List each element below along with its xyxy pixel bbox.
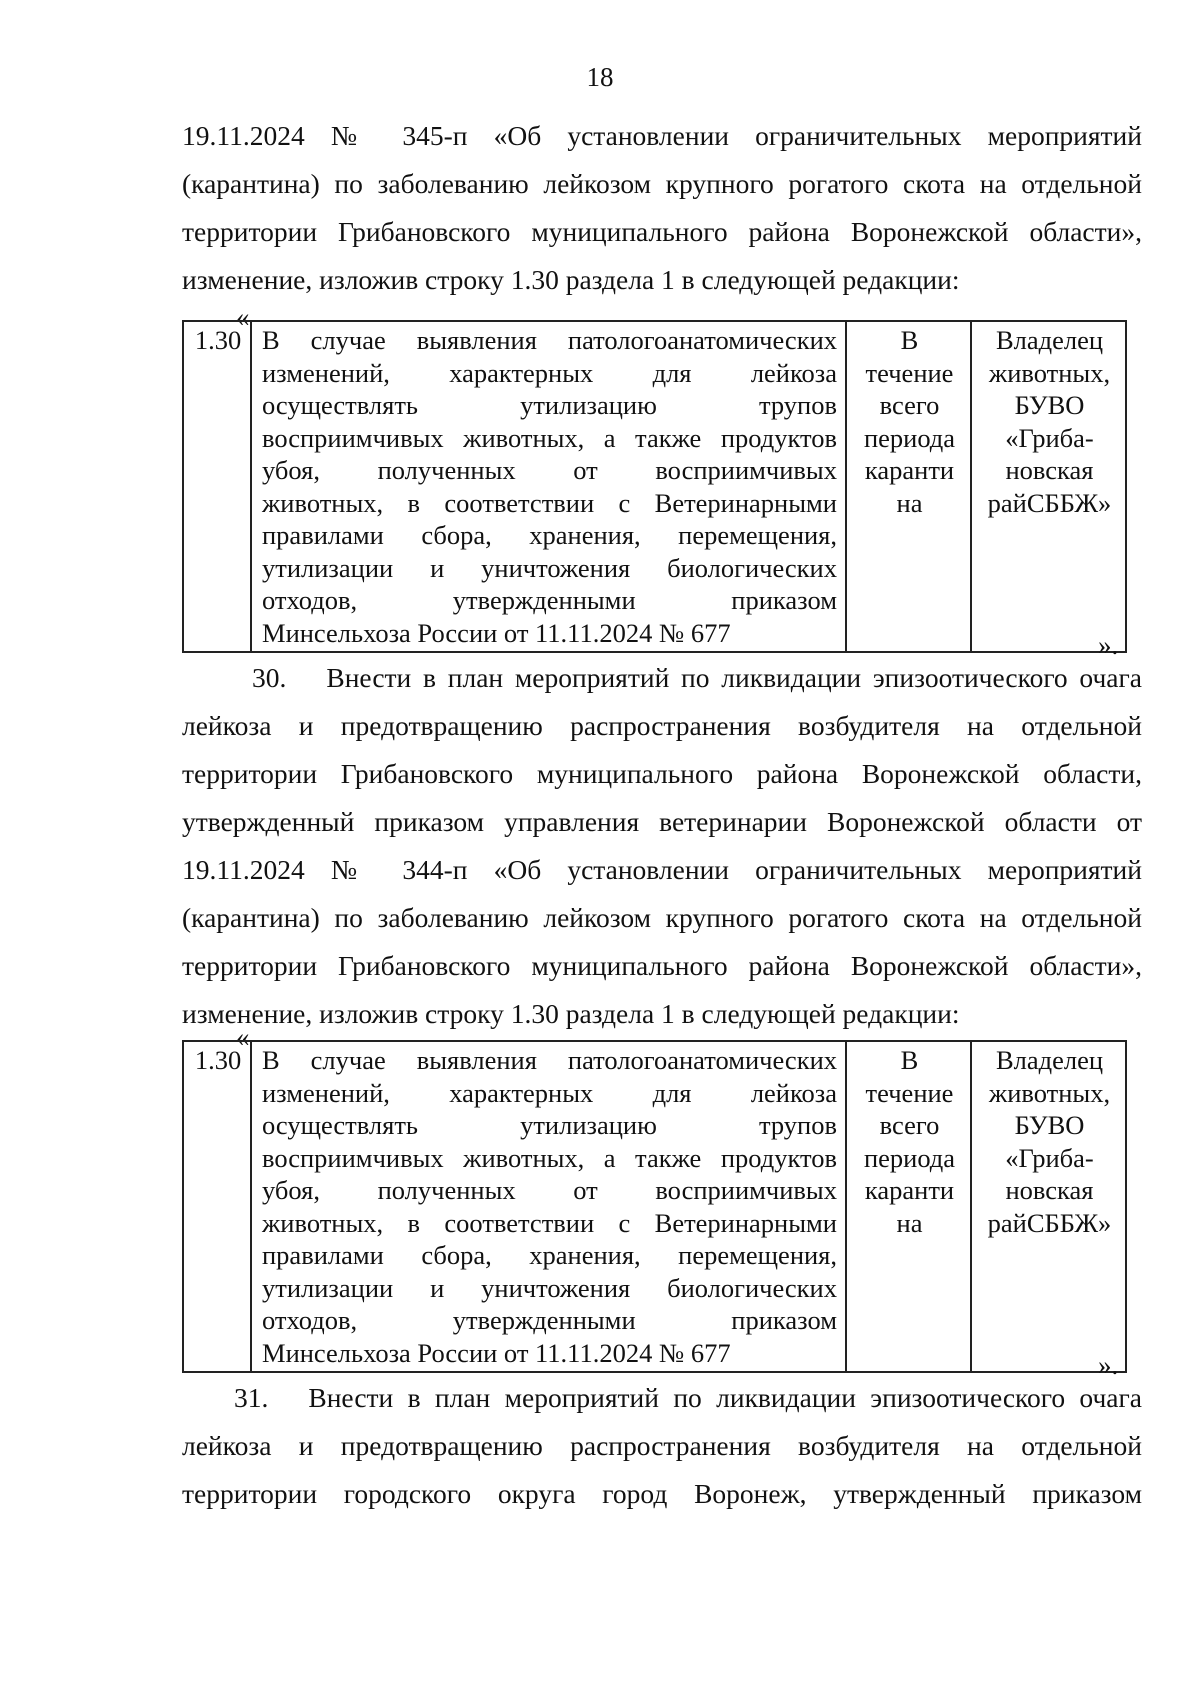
item-31-first-text: Внести в план мероприятий по ликвидации эпизоотического очага — [308, 1382, 1142, 1413]
amendment-table-1 — [182, 320, 1127, 653]
intro-paragraph — [182, 112, 1142, 304]
intro-line: изменение, изложив строку 1.30 раздела 1 в следующей редакции: — [182, 264, 960, 295]
term-line: каранти — [864, 1175, 955, 1205]
desc-line: восприимчивых животных, а также продуктов — [262, 422, 837, 453]
desc-line: восприимчивых животных, а также продуктов — [262, 1142, 837, 1173]
responsible-party — [971, 321, 1126, 652]
item-31-line: территории городского округа город Воронеж, утвержденный приказом — [182, 1478, 1142, 1509]
desc-line: убоя, полученных от восприимчивых — [262, 1175, 837, 1205]
item-30-line: утвержденный приказом управления ветеринарии Воронежской области от — [182, 806, 1142, 837]
quote-open-2: « — [236, 1022, 250, 1052]
item-30-paragraph — [182, 654, 1142, 1038]
desc-line: Минсельхоза России от 11.11.2024 № 677 — [262, 617, 731, 648]
term-line: всего — [879, 390, 940, 420]
term-line: на — [896, 487, 923, 518]
resp-line: райСББЖ» — [987, 487, 1112, 518]
term-line: каранти — [864, 455, 955, 485]
resp-line: «Гриба- — [1005, 422, 1094, 453]
intro-line: 19.11.2024 № 345-п «Об установлении ограничительных мероприятий — [182, 120, 1142, 151]
row-number: 1.30 — [183, 321, 251, 652]
desc-line: изменений, характерных для лейкоза — [262, 357, 837, 388]
resp-line: животных, — [988, 357, 1111, 388]
item-number: 30. — [252, 662, 287, 693]
responsible-party — [971, 1041, 1126, 1372]
desc-line: животных, в соответствии с Ветеринарными — [262, 487, 837, 518]
resp-line: животных, — [988, 1077, 1111, 1108]
table-row — [183, 1041, 1126, 1372]
desc-line: отходов, утвержденными приказом — [262, 1305, 837, 1335]
item-30-line: изменение, изложив строку 1.30 раздела 1 в следующей редакции: — [182, 998, 960, 1029]
item-30-line: территории Грибановского муниципального района Воронежской области, — [182, 758, 1142, 789]
quote-open-1: « — [236, 302, 250, 332]
item-number: 31. — [234, 1382, 269, 1413]
measure-term — [846, 1041, 971, 1372]
intro-line: (карантина) по заболеванию лейкозом крупного рогатого скота на отдельной — [182, 168, 1142, 199]
term-line: на — [896, 1207, 923, 1238]
resp-line: новская — [1005, 1175, 1094, 1205]
table-row — [183, 321, 1126, 652]
resp-line: БУВО — [1014, 390, 1085, 420]
term-line: течение — [865, 1077, 954, 1108]
desc-line: правилами сбора, хранения, перемещения, — [262, 1240, 837, 1270]
quote-close-2: ». — [1098, 1350, 1119, 1380]
resp-line: БУВО — [1014, 1110, 1085, 1140]
resp-line: новская — [1005, 455, 1094, 485]
item-30-first-text: Внести в план мероприятий по ликвидации эпизоотического очага — [326, 662, 1142, 693]
desc-line: отходов, утвержденными приказом — [262, 585, 837, 615]
item-30-first-line — [182, 654, 1142, 702]
desc-line: В случае выявления патологоанатомических — [262, 325, 837, 355]
desc-line: осуществлять утилизацию трупов — [262, 1110, 837, 1140]
page-number: 18 — [586, 62, 614, 92]
item-30-line: территории Грибановского муниципального района Воронежской области», — [182, 950, 1142, 981]
item-30-line: (карантина) по заболеванию лейкозом крупного рогатого скота на отдельной — [182, 902, 1142, 933]
desc-line: утилизации и уничтожения биологических — [262, 1272, 837, 1303]
resp-line: «Гриба- — [1005, 1142, 1094, 1173]
desc-line: Минсельхоза России от 11.11.2024 № 677 — [262, 1337, 731, 1368]
term-line: периода — [863, 422, 956, 453]
resp-line: Владелец — [995, 325, 1104, 355]
measure-term — [846, 321, 971, 652]
amendment-table-2 — [182, 1040, 1127, 1373]
desc-line: животных, в соответствии с Ветеринарными — [262, 1207, 837, 1238]
desc-line: изменений, характерных для лейкоза — [262, 1077, 837, 1108]
item-31-first-line — [182, 1374, 1142, 1422]
item-31-line: лейкоза и предотвращению распространения возбудителя на отдельной — [182, 1430, 1142, 1461]
intro-line: территории Грибановского муниципального района Воронежской области», — [182, 216, 1142, 247]
desc-line: убоя, полученных от восприимчивых — [262, 455, 837, 485]
quote-close-1: ». — [1098, 630, 1119, 660]
term-line: периода — [863, 1142, 956, 1173]
term-line: течение — [865, 357, 954, 388]
term-line: В — [900, 1045, 919, 1075]
item-30-line: лейкоза и предотвращению распространения возбудителя на отдельной — [182, 710, 1142, 741]
desc-line: правилами сбора, хранения, перемещения, — [262, 520, 837, 550]
measure-description — [251, 321, 846, 652]
desc-line: осуществлять утилизацию трупов — [262, 390, 837, 420]
item-31-paragraph — [182, 1374, 1142, 1518]
item-30-line: 19.11.2024 № 344-п «Об установлении ограничительных мероприятий — [182, 854, 1142, 885]
desc-line: В случае выявления патологоанатомических — [262, 1045, 837, 1075]
resp-line: Владелец — [995, 1045, 1104, 1075]
term-line: всего — [879, 1110, 940, 1140]
desc-line: утилизации и уничтожения биологических — [262, 552, 837, 583]
row-number: 1.30 — [183, 1041, 251, 1372]
resp-line: райСББЖ» — [987, 1207, 1112, 1238]
term-line: В — [900, 325, 919, 355]
measure-description — [251, 1041, 846, 1372]
